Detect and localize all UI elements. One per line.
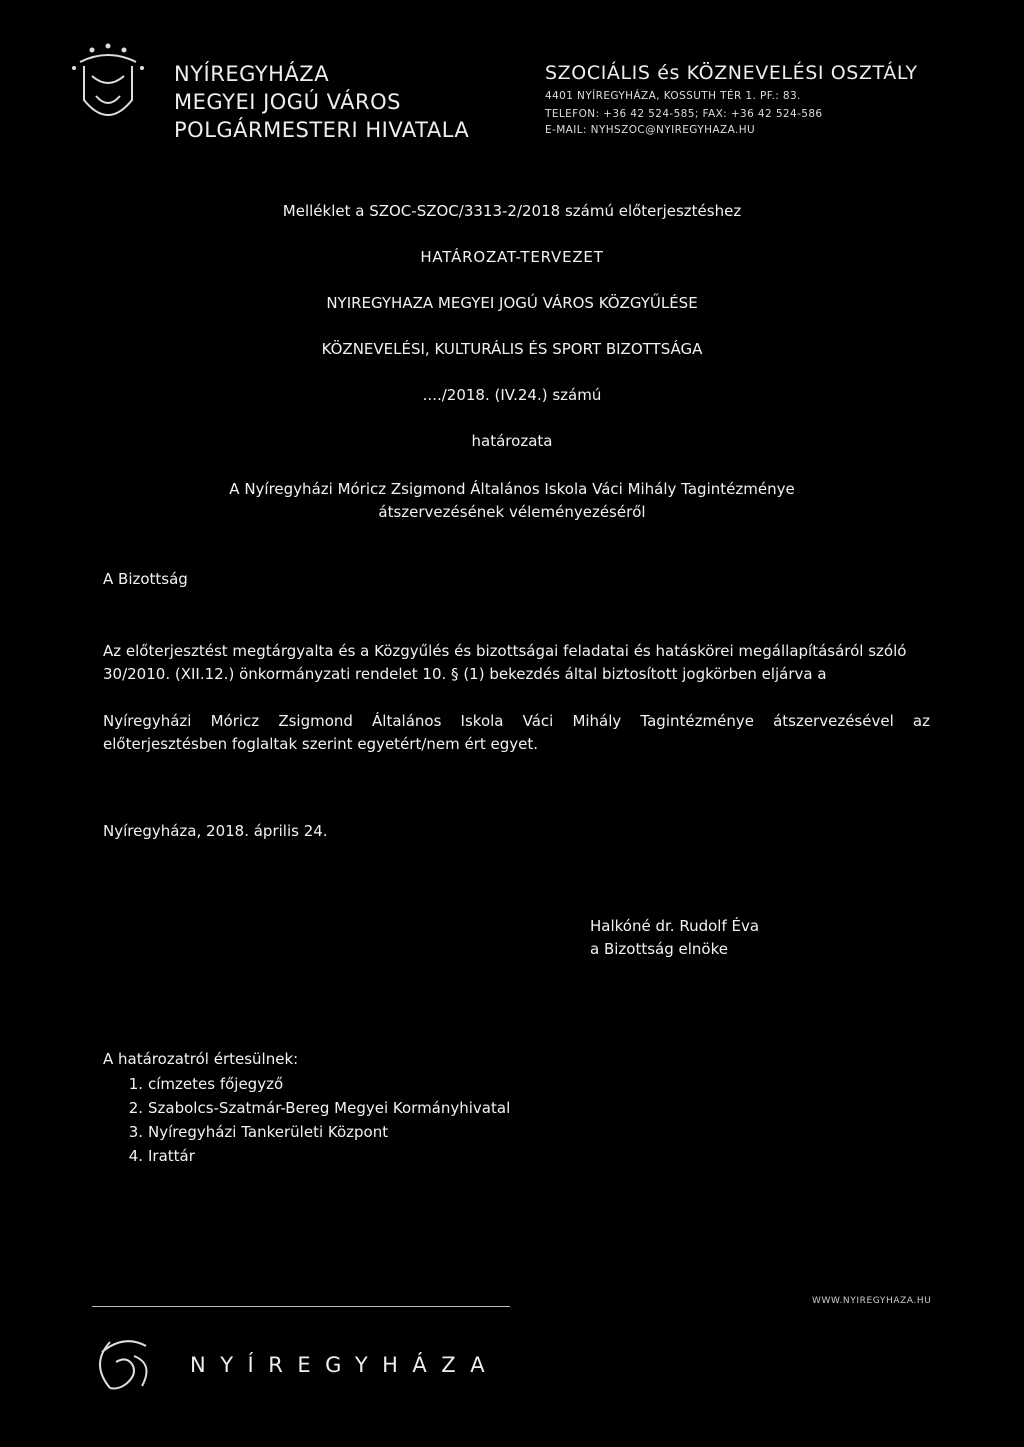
city-logo-icon	[88, 1334, 160, 1396]
subject-line-1: A Nyíregyházi Móricz Zsigmond Általános Iskola Váci Mihály Tagintézménye	[229, 480, 795, 498]
draft-title: HATÁROZAT-TERVEZET	[420, 248, 604, 266]
subject-line-2: átszervezésének véleményezéséről	[378, 503, 646, 521]
notify-item-number: 4.	[128, 1147, 143, 1165]
notify-item-number: 1.	[128, 1075, 143, 1093]
notify-item-number: 3.	[128, 1123, 143, 1141]
city-name-line-2: MEGYEI JOGÚ VÁROS	[174, 90, 401, 114]
footer-divider	[92, 1306, 510, 1307]
paragraph-2-word: Zsigmond	[278, 712, 353, 730]
notify-item-text: címzetes főjegyző	[148, 1075, 284, 1093]
notify-item-text: Irattár	[148, 1147, 195, 1165]
city-name-line-1: NYÍREGYHÁZA	[174, 62, 330, 86]
footer-website: WWW.NYIREGYHAZA.HU	[812, 1296, 932, 1306]
paragraph-2-word: Mihály	[572, 712, 622, 730]
committee-label: A Bizottság	[103, 570, 188, 588]
paragraph-2-word: Általános	[372, 712, 442, 730]
resolution-word: határozata	[471, 432, 553, 450]
paragraph-2-word: Iskola	[460, 712, 504, 730]
notify-item-text: Szabolcs-Szatmár-Bereg Megyei Kormányhivatal	[148, 1099, 511, 1117]
paragraph-1-line-2: 30/2010. (XII.12.) önkormányzati rendelet 10. § (1) bekezdés által biztosított jogkörben eljárva a	[103, 665, 827, 683]
annex-line: Melléklet a SZOC-SZOC/3313-2/2018 számú előterjesztéshez	[282, 202, 742, 220]
department-title: SZOCIÁLIS és KÖZNEVELÉSI OSZTÁLY	[545, 62, 918, 84]
department-address: 4401 NYÍREGYHÁZA, KOSSUTH TÉR 1. PF.: 83.	[545, 90, 801, 102]
assembly-name: NYIREGYHAZA MEGYEI JOGÚ VÁROS KÖZGYŰLÉSE	[326, 294, 698, 312]
paragraph-2-line-2: előterjesztésben foglaltak szerint egyetért/nem ért egyet.	[103, 735, 539, 753]
date-line: Nyíregyháza, 2018. április 24.	[103, 822, 328, 840]
signer-name: Halkóné dr. Rudolf Éva	[590, 917, 760, 935]
footer-logo-text: NYÍREGYHÁZA	[190, 1353, 500, 1377]
resolution-number: ..../2018. (IV.24.) számú	[422, 386, 602, 404]
paragraph-2-word: Móricz	[210, 712, 260, 730]
city-crest-icon	[62, 40, 154, 136]
department-email: E-MAIL: NYHSZOC@NYIREGYHAZA.HU	[545, 124, 756, 136]
paragraph-2-word: Nyíregyházi	[103, 712, 192, 730]
signer-title: a Bizottság elnöke	[590, 940, 728, 958]
paragraph-2-word: átszervezésével	[773, 712, 894, 730]
notify-item-number: 2.	[128, 1099, 143, 1117]
city-name-line-3: POLGÁRMESTERI HIVATALA	[174, 118, 470, 142]
paragraph-2-line-1	[103, 712, 930, 730]
paragraph-2-word: az	[912, 712, 930, 730]
department-phone: TELEFON: +36 42 524-585; FAX: +36 42 524-586	[545, 108, 823, 120]
notify-title: A határozatról értesülnek:	[103, 1050, 299, 1068]
paragraph-2-word: Tagintézménye	[640, 712, 754, 730]
committee-name: KÖZNEVELÉSI, KULTURÁLIS ÉS SPORT BIZOTTSÁGA	[321, 340, 703, 358]
paragraph-2-word: Váci	[522, 712, 554, 730]
paragraph-1-line-1: Az előterjesztést megtárgyalta és a Közgyűlés és bizottságai feladatai és hatáskörei megállapításáról szóló	[103, 642, 907, 660]
notify-item-text: Nyíregyházi Tankerületi Központ	[148, 1123, 389, 1141]
